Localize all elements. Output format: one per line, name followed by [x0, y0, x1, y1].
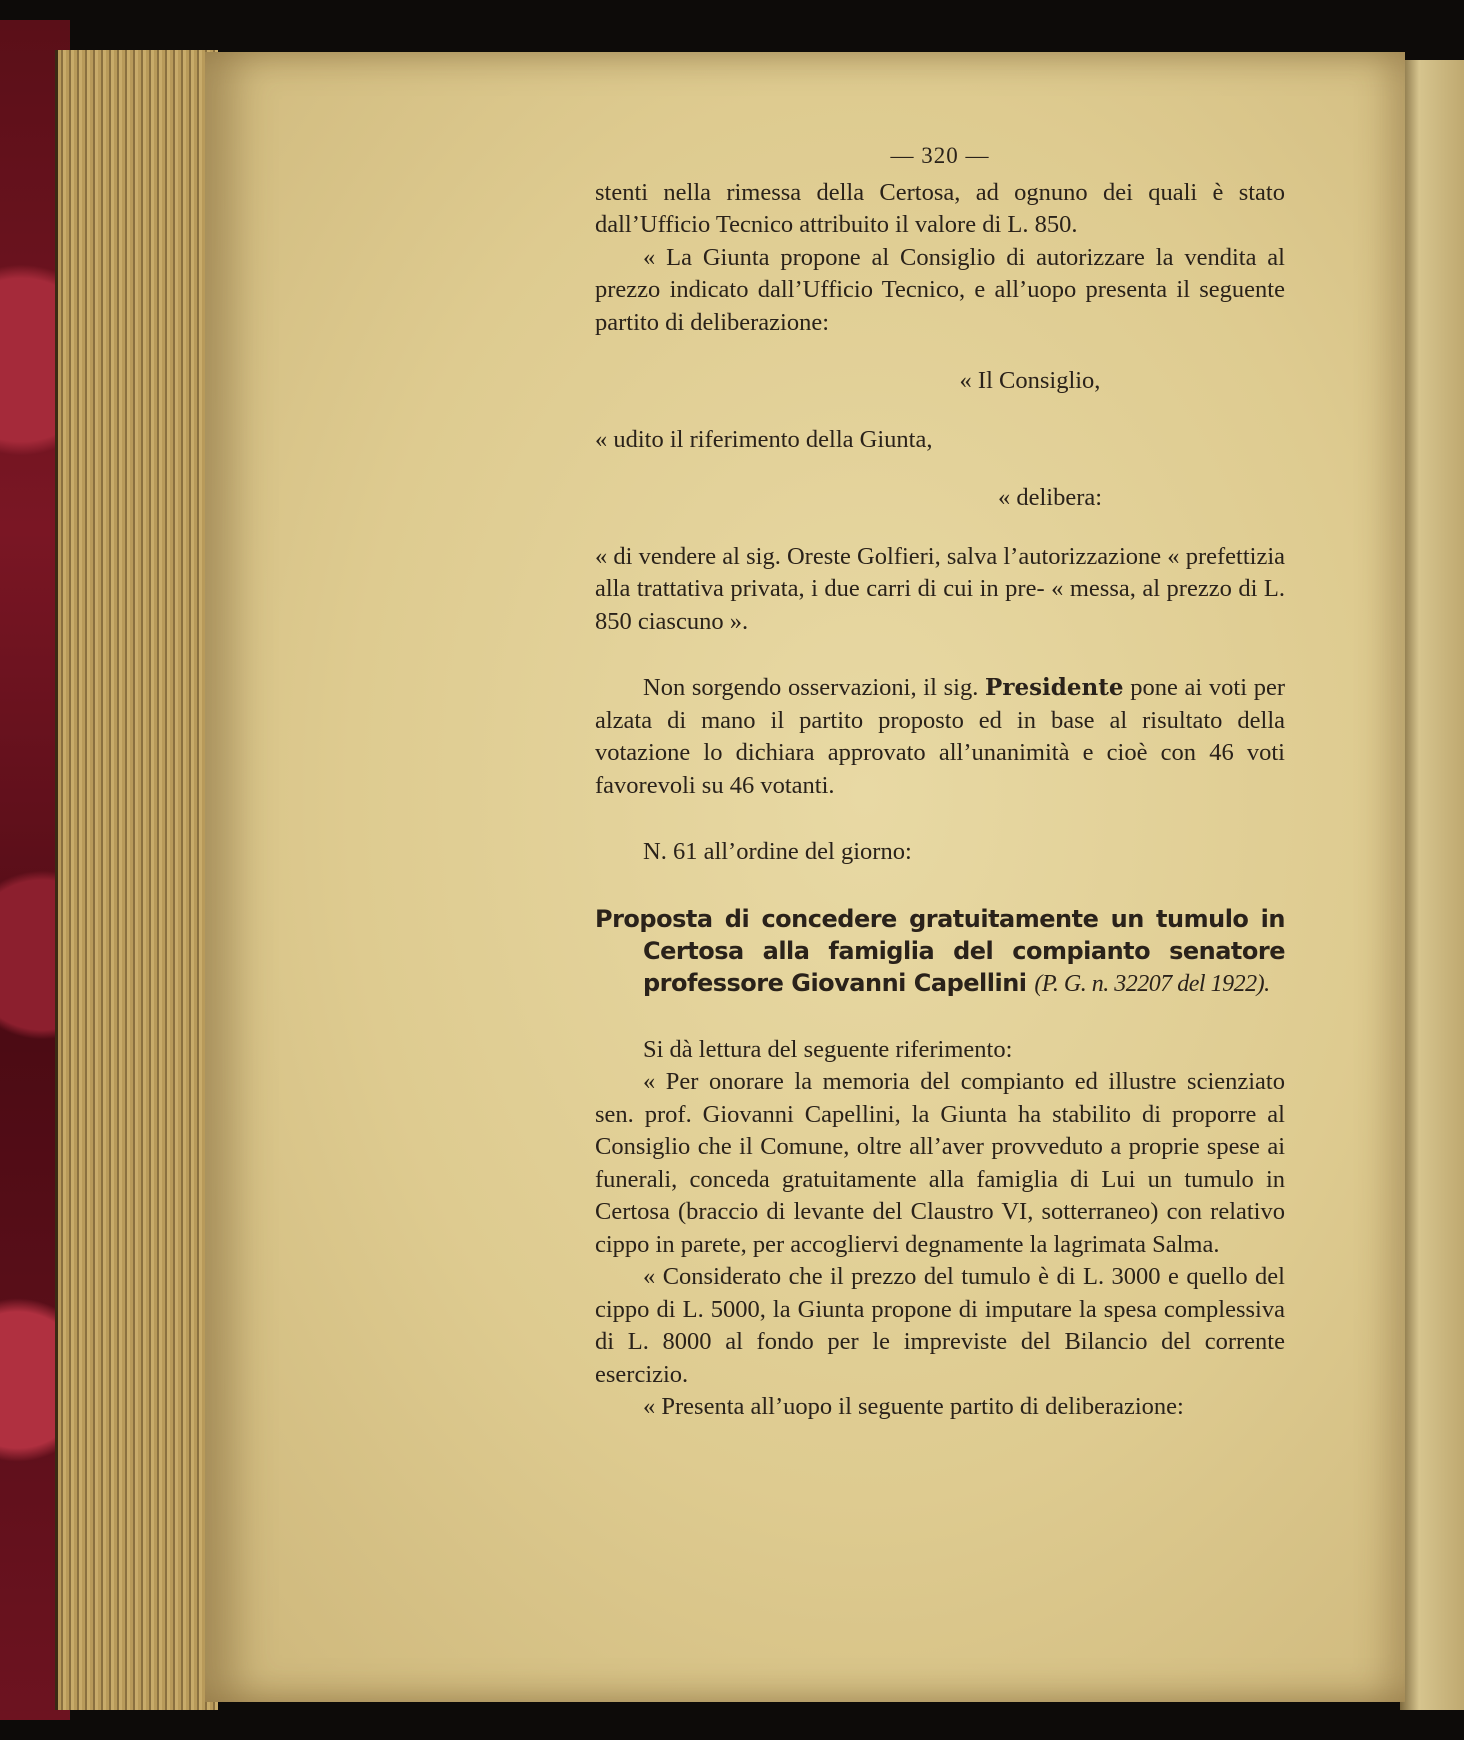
paragraph: « Considerato che il prezzo del tumulo è di L. 3000 e quello del cippo di L. 5000, la Giunta propone di imputare la spesa complessiva di L. 8000 al fondo per le impreviste del Bilancio del corrente esercizio.: [595, 1263, 1285, 1388]
paragraph: « Per onorare la memoria del compianto ed illustre scienziato sen. prof. Giovanni Capellini, la Giunta ha stabilito di proporre al Consiglio che il Comune, oltre all’aver provveduto a proprie spese ai funerali, conceda gratuitamente alla famiglia di Lui un tumulo in Certosa (braccio di levante del Claustro VI, sotterraneo) con relativo cippo in parete, per accogliervi degnamente la lagrimata Salma.: [595, 1068, 1285, 1258]
paragraph: « Presenta all’uopo il seguente partito di deliberazione:: [643, 1393, 1184, 1420]
page-number: — 320 —: [890, 143, 990, 168]
section-heading: [595, 903, 1285, 1000]
agenda-item: N. 61 all’ordine del giorno:: [643, 838, 912, 865]
text-run: pone ai voti per alzata di mano il partito proposto ed in base al risultato della votazione lo dichiara approvato all’unanimità e cioè con 46 voti favorevoli su 46 votanti.: [595, 674, 1286, 799]
heading-title: Proposta di concedere gratuitamente un tumulo in Certosa alla famiglia del compianto senatore professore Giovanni Capellini: [595, 904, 1285, 997]
paragraph: « udito il riferimento della Giunta,: [595, 425, 933, 453]
text-run: Non sorgendo osservazioni, il sig.: [643, 674, 979, 701]
heading-reference: (P. G. n. 32207 del 1922).: [1034, 970, 1270, 997]
facing-page-edge: [1400, 60, 1464, 1710]
paragraph: « Il Consiglio,: [959, 367, 1101, 394]
paragraph: [595, 672, 1285, 802]
paragraph: « La Giunta propone al Consiglio di autorizzare la vendita al prezzo indicato dall’Ufficio Tecnico, e all’uopo presenta il seguente partito di deliberazione:: [595, 243, 1285, 336]
president-label: Presidente: [985, 674, 1124, 701]
paragraph: « di vendere al sig. Oreste Golfieri, salva l’autorizzazione « prefettizia alla trattativa privata, i due carri di cui in pre- « messa, al prezzo di L. 850 ciascuno ».: [595, 542, 1285, 635]
paragraph: « delibera:: [997, 484, 1103, 511]
page-text: [595, 140, 1285, 1424]
page-stack-edges: [55, 50, 218, 1710]
paragraph: Si dà lettura del seguente riferimento:: [643, 1035, 1013, 1063]
paragraph: stenti nella rimessa della Certosa, ad ognuno dei quali è stato dall’Ufficio Tecnico attribuito il valore di L. 850.: [595, 178, 1285, 238]
